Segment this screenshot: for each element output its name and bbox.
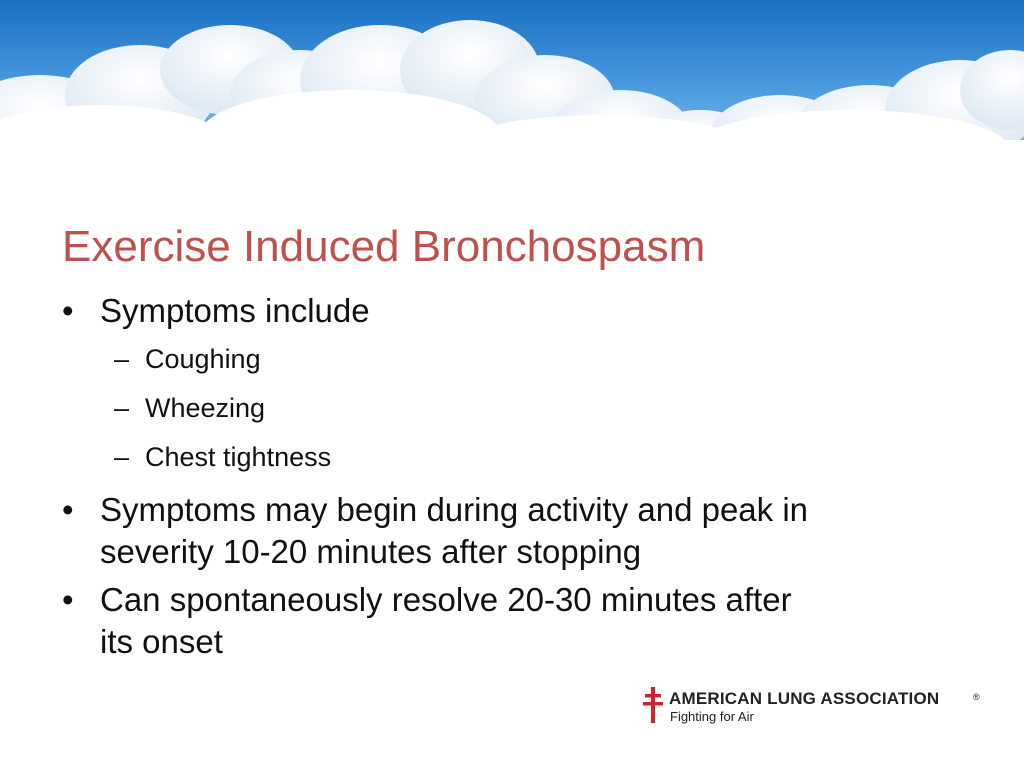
symptom-sublist [62, 342, 982, 474]
bullet-symptoms-include [62, 290, 982, 332]
bullet-marker: • [62, 491, 74, 528]
dash-marker: – [114, 344, 130, 374]
subitem-chest-tightness [62, 440, 982, 474]
subitem-wheezing [62, 391, 982, 425]
sky-cloud-banner [0, 0, 1024, 230]
dash-marker: – [114, 393, 130, 423]
bullet-text-line-2: its onset [100, 623, 223, 660]
registered-mark: ® [973, 692, 980, 702]
bullet-marker: • [62, 581, 74, 618]
bullet-symptoms-may-begin [62, 489, 982, 573]
bullet-text-line-2: severity 10-20 minutes after stopping [100, 533, 642, 570]
subitem-coughing [62, 342, 982, 376]
double-barred-cross-icon [643, 687, 663, 723]
american-lung-association-logo [643, 685, 983, 727]
bullet-marker: • [62, 292, 74, 329]
bullet-can-resolve [62, 579, 982, 663]
slide-title: Exercise Induced Bronchospasm [62, 222, 706, 271]
bullet-text: Symptoms include [100, 292, 370, 329]
slide-content [62, 290, 982, 669]
dash-marker: – [114, 442, 130, 472]
logo-tagline: Fighting for Air [670, 709, 754, 724]
subitem-text: Wheezing [145, 393, 266, 423]
subitem-text: Coughing [145, 344, 261, 374]
subitem-text: Chest tightness [145, 442, 332, 472]
bullet-text-line-1: Can spontaneously resolve 20-30 minutes after [100, 581, 792, 618]
bullet-text-line-1: Symptoms may begin during activity and peak in [100, 491, 809, 528]
logo-name: AMERICAN LUNG ASSOCIATION [669, 689, 940, 708]
